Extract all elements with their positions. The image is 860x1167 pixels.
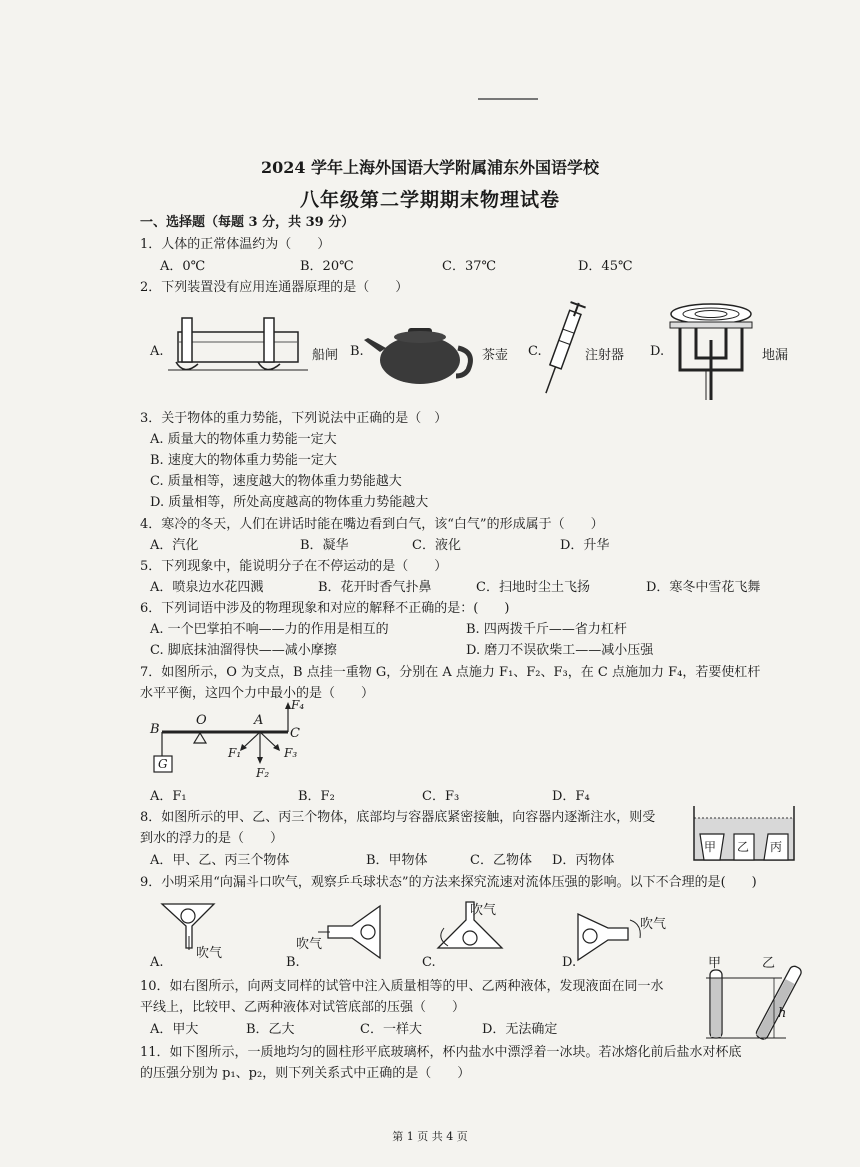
q2-caption-d: 地漏 bbox=[762, 348, 789, 363]
syringe-figure bbox=[540, 300, 584, 398]
ship-lock-figure bbox=[168, 312, 308, 382]
exam-title: 八年级第二学期期末物理试卷 bbox=[299, 189, 560, 211]
q9-letter-b: B. bbox=[286, 955, 300, 970]
q6-stem: 6．下列词语中涉及的物理现象和对应的解释不正确的是：( ) bbox=[140, 601, 510, 616]
q4-option-a: A．汽化 bbox=[150, 538, 199, 553]
q4-stem: 4．寒冷的冬天，人们在讲话时能在嘴边看到白气，该“白气”的形成属于（ ） bbox=[140, 517, 604, 532]
q3-option-c: C. 质量相等，速度越大的物体重力势能越大 bbox=[150, 474, 402, 489]
q5-option-a: A．喷泉边水花四溅 bbox=[150, 580, 264, 595]
lever-label-o: O bbox=[196, 713, 207, 728]
q8-option-a: A．甲、乙、丙三个物体 bbox=[150, 853, 290, 868]
floor-drain-figure bbox=[666, 300, 756, 402]
test-tubes-figure bbox=[702, 962, 792, 1042]
q10-stem-line1: 10．如右图所示，向两支同样的试管中注入质量相等的甲、乙两种液体，发现液面在同一水 bbox=[140, 979, 664, 994]
funnel-figure-b bbox=[318, 902, 388, 962]
q2-letter-b: B. bbox=[350, 344, 364, 359]
test-tube-label-jia: 甲 bbox=[708, 956, 722, 971]
q10-option-b: B．乙大 bbox=[246, 1022, 295, 1037]
lever-label-a: A bbox=[254, 713, 264, 728]
q9-blow-a: 吹气 bbox=[196, 946, 223, 961]
q9-letter-c: C. bbox=[422, 955, 436, 970]
container-label-yi: 乙 bbox=[737, 840, 750, 854]
q1-option-a: A．0℃ bbox=[160, 259, 206, 274]
page-footer: 第 1 页 共 4 页 bbox=[392, 1130, 468, 1143]
q10-option-a: A．甲大 bbox=[150, 1022, 199, 1037]
q10-stem-line2: 平线上，比较甲、乙两种液体对试管底部的压强（ ） bbox=[140, 1000, 466, 1015]
q9-blow-b: 吹气 bbox=[296, 937, 323, 952]
q11-stem-line2: 的压强分别为 p₁、p₂，则下列关系式中正确的是（ ） bbox=[140, 1066, 471, 1081]
q3-stem: 3．关于物体的重力势能，下列说法中正确的是（ ） bbox=[140, 411, 448, 426]
q9-letter-d: D. bbox=[562, 955, 577, 970]
test-tube-label-h: h bbox=[778, 1006, 787, 1021]
school-title: 2024 学年上海外国语大学附属浦东外国语学校 bbox=[260, 158, 600, 177]
q5-option-c: C．扫地时尘土飞扬 bbox=[476, 580, 590, 595]
lever-label-c: C bbox=[290, 726, 300, 741]
q7-stem-line2: 水平平衡，这四个力中最小的是（ ） bbox=[140, 686, 375, 701]
q8-option-d: D．丙物体 bbox=[552, 853, 615, 868]
lever-label-f1: F₁ bbox=[228, 746, 242, 760]
teapot-figure bbox=[362, 318, 480, 386]
test-tube-label-yi: 乙 bbox=[762, 956, 776, 971]
q6-option-c: C. 脚底抹油溜得快——减小摩擦 bbox=[150, 643, 337, 658]
q10-option-c: C．一样大 bbox=[360, 1022, 422, 1037]
q1-option-c: C．37℃ bbox=[442, 259, 497, 274]
q8-stem-line1: 8．如图所示的甲、乙、丙三个物体，底部均与容器底紧密接触，向容器内逐渐注水，则受 bbox=[140, 810, 656, 825]
scan-mark bbox=[478, 98, 538, 100]
q5-option-b: B．花开时香气扑鼻 bbox=[318, 580, 432, 595]
q3-option-a: A. 质量大的物体重力势能一定大 bbox=[150, 432, 337, 447]
q4-option-c: C．液化 bbox=[412, 538, 461, 553]
q3-option-b: B. 速度大的物体重力势能一定大 bbox=[150, 453, 337, 468]
q2-letter-d: D. bbox=[650, 344, 665, 359]
q2-letter-a: A. bbox=[150, 344, 164, 359]
q8-option-c: C．乙物体 bbox=[470, 853, 532, 868]
q11-stem-line1: 11．如下图所示，一质地均匀的圆柱形平底玻璃杯，杯内盐水中漂浮着一冰块。若冰熔化前后盐水对杯底 bbox=[140, 1045, 742, 1060]
q5-stem: 5．下列现象中，能说明分子在不停运动的是（ ） bbox=[140, 559, 448, 574]
q6-option-d: D. 磨刀不误砍柴工——减小压强 bbox=[466, 643, 654, 658]
q5-option-d: D．寒冬中雪花飞舞 bbox=[646, 580, 761, 595]
section-heading: 一、选择题（每题 3 分，共 39 分） bbox=[140, 215, 355, 230]
container-label-bing: 丙 bbox=[770, 840, 783, 854]
q9-letter-a: A. bbox=[150, 955, 164, 970]
q1-option-d: D．45℃ bbox=[578, 259, 633, 274]
lever-label-b: B bbox=[150, 722, 160, 737]
funnel-figure-d bbox=[574, 904, 646, 964]
q8-stem-line2: 到水的浮力的是（ ） bbox=[140, 831, 284, 846]
lever-label-f4: F₄ bbox=[291, 698, 305, 712]
q7-stem-line1: 7．如图所示，O 为支点，B 点挂一重物 G，分别在 A 点施力 F₁、F₂、F₃，在 C 点施加力 F₄，若要使杠杆 bbox=[140, 665, 761, 680]
q2-caption-a: 船闸 bbox=[312, 348, 339, 363]
lever-label-f3: F₃ bbox=[284, 746, 298, 760]
q6-option-b: B. 四两拨千斤——省力杠杆 bbox=[466, 622, 627, 637]
q10-option-d: D．无法确定 bbox=[482, 1022, 558, 1037]
q7-option-d: D．F₄ bbox=[552, 789, 590, 804]
q1-option-b: B．20℃ bbox=[300, 259, 354, 274]
q2-caption-c: 注射器 bbox=[585, 348, 625, 363]
q7-option-a: A．F₁ bbox=[150, 789, 187, 804]
q9-stem: 9．小明采用“向漏斗口吹气，观察乒乓球状态”的方法来探究流速对流体压强的影响。以下不合理的是( ) bbox=[140, 875, 757, 890]
lever-label-g: G bbox=[158, 757, 168, 771]
q7-option-c: C．F₃ bbox=[422, 789, 460, 804]
q1-stem: 1．人体的正常体温约为（ ） bbox=[140, 237, 331, 252]
q7-option-b: B．F₂ bbox=[298, 789, 335, 804]
q8-option-b: B．甲物体 bbox=[366, 853, 428, 868]
lever-label-f2: F₂ bbox=[256, 766, 270, 780]
q3-option-d: D. 质量相等，所处高度越高的物体重力势能越大 bbox=[150, 495, 429, 510]
q2-letter-c: C. bbox=[528, 344, 542, 359]
lever-figure bbox=[148, 698, 338, 788]
q2-stem: 2．下列装置没有应用连通器原理的是（ ） bbox=[140, 280, 409, 295]
q4-option-d: D．升华 bbox=[560, 538, 610, 553]
q9-blow-d: 吹气 bbox=[640, 917, 667, 932]
q6-option-a: A. 一个巴掌拍不响——力的作用是相互的 bbox=[150, 622, 389, 637]
q4-option-b: B．凝华 bbox=[300, 538, 349, 553]
q2-caption-b: 茶壶 bbox=[482, 348, 509, 363]
container-label-jia: 甲 bbox=[704, 840, 717, 854]
q9-blow-c: 吹气 bbox=[470, 903, 497, 918]
